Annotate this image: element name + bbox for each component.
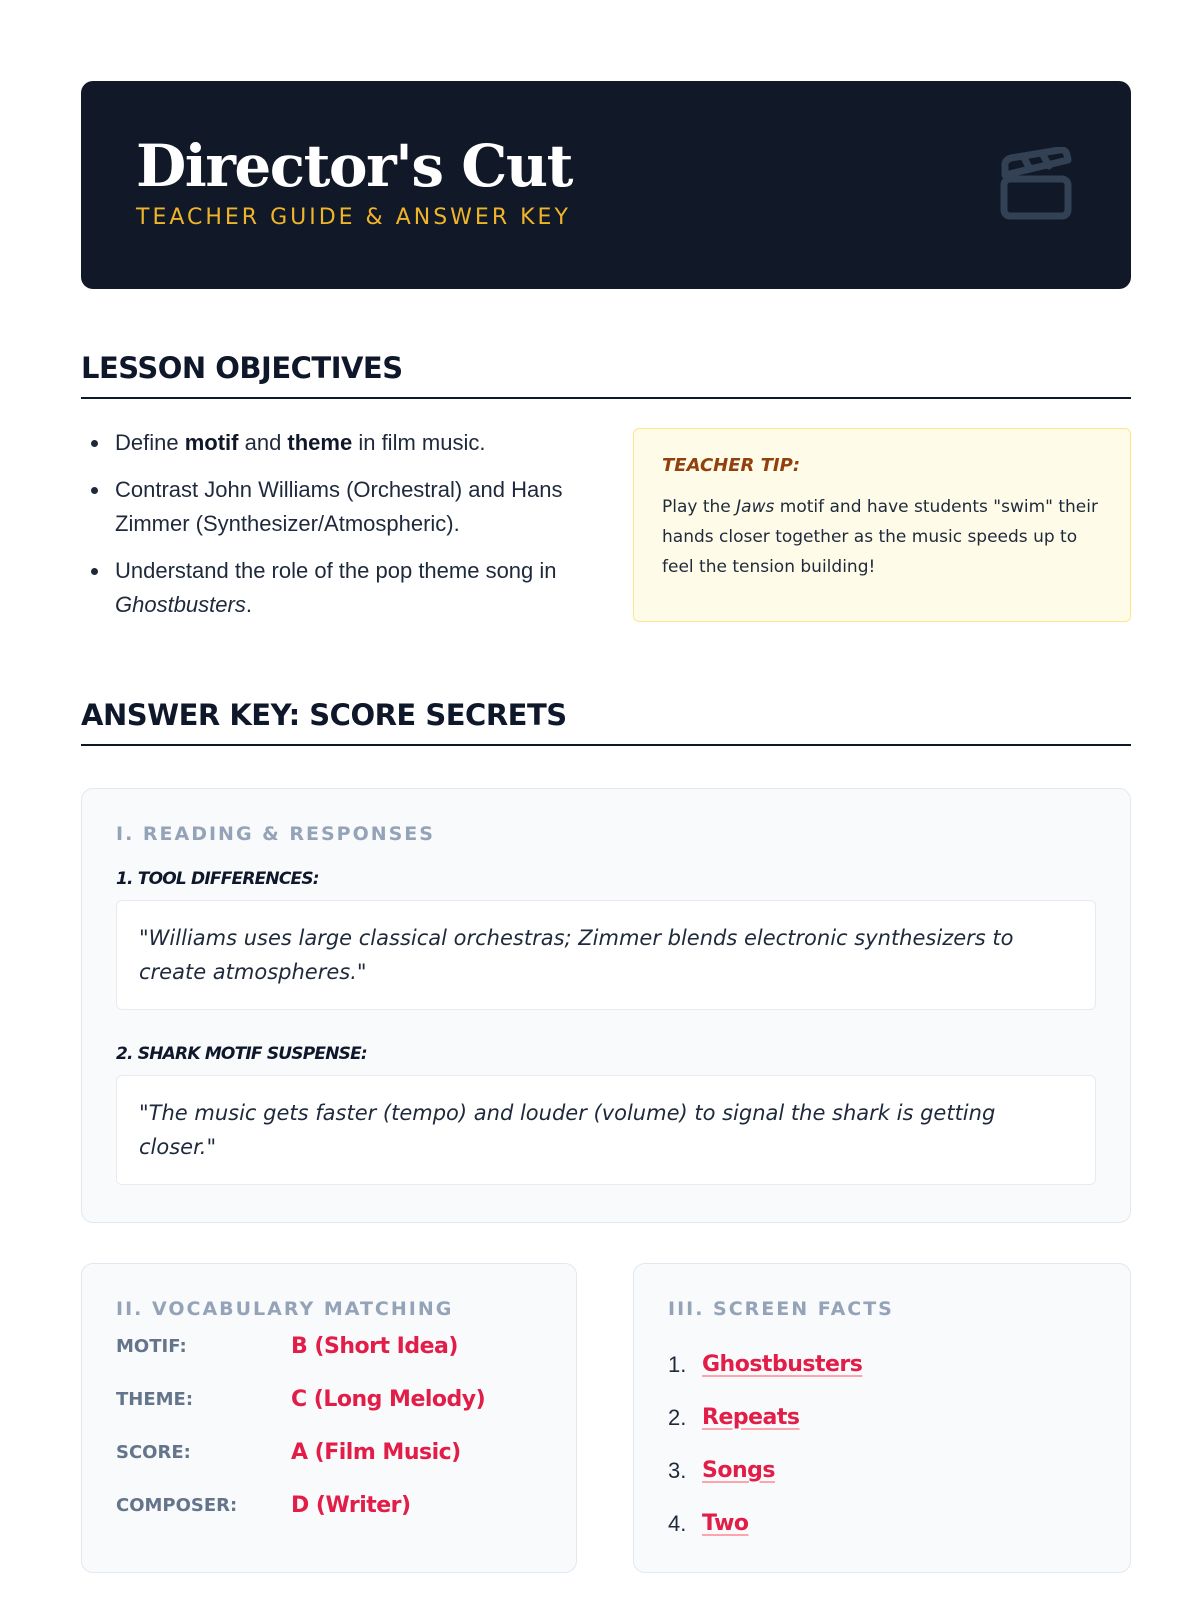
fact-answer: Repeats [702,1405,800,1430]
fact-row [668,1391,1096,1444]
fact-answer: Ghostbusters [702,1352,863,1377]
objectives-heading: LESSON OBJECTIVES [81,351,1131,399]
fact-answer: Songs [702,1458,775,1483]
page-title: Director's Cut [136,132,572,200]
fact-row [668,1497,1096,1550]
fact-row [668,1338,1096,1391]
answer-key-heading: ANSWER KEY: SCORE SECRETS [81,698,1131,746]
fact-number: 2. [668,1404,687,1430]
list-item: Define motif and theme in film music. [81,426,581,460]
answer-box: "Williams uses large classical orchestras; Zimmer blends electronic synthesizers to create atmospheres." [116,900,1096,1010]
vocab-row [116,1426,542,1479]
vocab-term: COMPOSER: [116,1495,238,1516]
objectives-list [81,426,581,635]
vocab-answer: A (Film Music) [291,1440,461,1465]
teacher-guide-page [81,81,1131,1536]
list-item: Contrast John Williams (Orchestral) and Hans Zimmer (Synthesizer/Atmospheric). [81,473,581,541]
vocab-answer: D (Writer) [291,1493,411,1518]
card-label: II. VOCABULARY MATCHING [116,1298,454,1320]
question-label: 2. SHARK MOTIF SUSPENSE: [116,1044,367,1064]
fact-number: 3. [668,1457,687,1483]
reading-responses-card [81,788,1131,1223]
teacher-tip-box [633,428,1131,622]
card-label: I. READING & RESPONSES [116,823,435,845]
teacher-tip-text: Play the Jaws motif and have students "swim" their hands closer together as the music speeds up to feel the tension building! [662,497,1098,577]
fact-number: 1. [668,1351,687,1377]
fact-answer: Two [702,1511,749,1536]
vocab-term: SCORE: [116,1442,191,1463]
list-item: Understand the role of the pop theme song in Ghostbusters. [81,554,581,622]
vocab-answer: C (Long Melody) [291,1387,486,1412]
vocab-row [116,1320,542,1373]
fact-number: 4. [668,1510,687,1536]
question-label: 1. TOOL DIFFERENCES: [116,869,319,889]
vocabulary-matching-card [81,1263,577,1573]
card-label: III. SCREEN FACTS [668,1298,894,1320]
header-banner [81,81,1131,289]
fact-row [668,1444,1096,1497]
clapperboard-icon [999,147,1075,221]
vocab-row [116,1479,542,1532]
vocab-row [116,1373,542,1426]
vocab-term: THEME: [116,1389,194,1410]
answer-box: "The music gets faster (tempo) and louder (volume) to signal the shark is getting closer." [116,1075,1096,1185]
page-subtitle: TEACHER GUIDE & ANSWER KEY [136,205,571,230]
vocab-term: MOTIF: [116,1336,187,1357]
teacher-tip-title: TEACHER TIP: [662,455,801,476]
screen-facts-card [633,1263,1131,1573]
vocab-answer: B (Short Idea) [291,1334,458,1359]
